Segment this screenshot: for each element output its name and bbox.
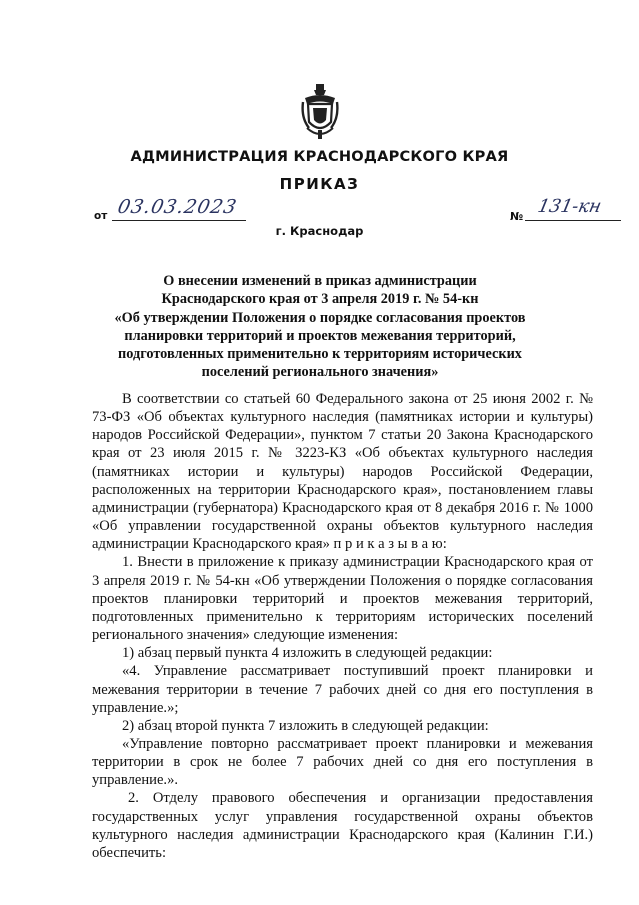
paragraph-item-2: 2. Отделу правового обеспечения и организации предоставления государственных услуг управления государственной охраны объектов культурного наследия администрации Краснодарского края (Калинин Г.И.) обеспечить: bbox=[92, 790, 593, 861]
title-line: Краснодарского края от 3 апреля 2019 г. № 54-кн bbox=[161, 291, 479, 308]
paragraph-quote-2: «Управление повторно рассматривает проект планировки и межевания территории в срок не более 7 рабочих дней со дня его поступления в управление.». bbox=[92, 735, 593, 789]
handwritten-number: 131-кн bbox=[535, 196, 604, 217]
title-line: планировки территорий и проектов межевания территорий, bbox=[124, 327, 516, 344]
document-type: ПРИКАЗ bbox=[279, 175, 360, 193]
organization-title: АДМИНИСТРАЦИЯ КРАСНОДАРСКОГО КРАЯ bbox=[130, 148, 509, 165]
paragraph-item-1: 1. Внести в приложение к приказу администрации Краснодарского края от 3 апреля 2019 г. № 54-кн «Об утверждении Положения о порядке согласования проектов планировки территорий и проектов межевания территорий, подготовленных применительно к территориям исторических поселений регионального значения» следующие изменения: bbox=[92, 554, 593, 644]
paragraph-quote-1: «4. Управление рассматривает поступивший проект планировки и межевания территории в течение 7 рабочих дней со дня его поступления в управление.»; bbox=[92, 663, 593, 716]
title-line: подготовленных применительно к территориям исторических bbox=[118, 346, 522, 363]
date-underline bbox=[112, 220, 246, 221]
title-line: «Об утверждении Положения о порядке согласования проектов bbox=[114, 309, 526, 326]
city-name: г. Краснодар bbox=[275, 224, 364, 238]
document-body bbox=[92, 390, 593, 862]
title-line: О внесении изменений в приказ администрации bbox=[163, 273, 477, 289]
document-title bbox=[100, 272, 540, 382]
title-line: поселений регионального значения» bbox=[201, 364, 439, 381]
number-underline bbox=[525, 220, 621, 221]
coat-of-arms-icon bbox=[301, 84, 339, 140]
paragraph-preamble: В соответствии со статьей 60 Федерального закона от 25 июня 2002 г. № 73-ФЗ «Об объектах культурного наследия (памятниках истории и культуры) народов Российской Федерации», пунктом 7 статьи 20 Закона Краснодарского края от 23 июля 2015 г. № 3223-КЗ «Об объектах культурного наследия (памятниках истории и культуры) народов Российской Федерации, расположенных на территории Краснодарского края», постановлением главы администрации (губернатора) Краснодарского края от 8 декабря 2016 г. № 1000 «Об управлении государственной охраны объектов культурного наследия администрации Краснодарского края» п р и к а з ы в а ю: bbox=[92, 391, 593, 553]
number-label: № bbox=[510, 210, 524, 223]
paragraph-subitem-1: 1) абзац первый пункта 4 изложить в следующей редакции: bbox=[122, 645, 493, 662]
paragraph-subitem-2: 2) абзац второй пункта 7 изложить в следующей редакции: bbox=[122, 717, 489, 734]
handwritten-date: 03.03.2023 bbox=[115, 196, 240, 218]
date-label: от bbox=[94, 210, 108, 222]
